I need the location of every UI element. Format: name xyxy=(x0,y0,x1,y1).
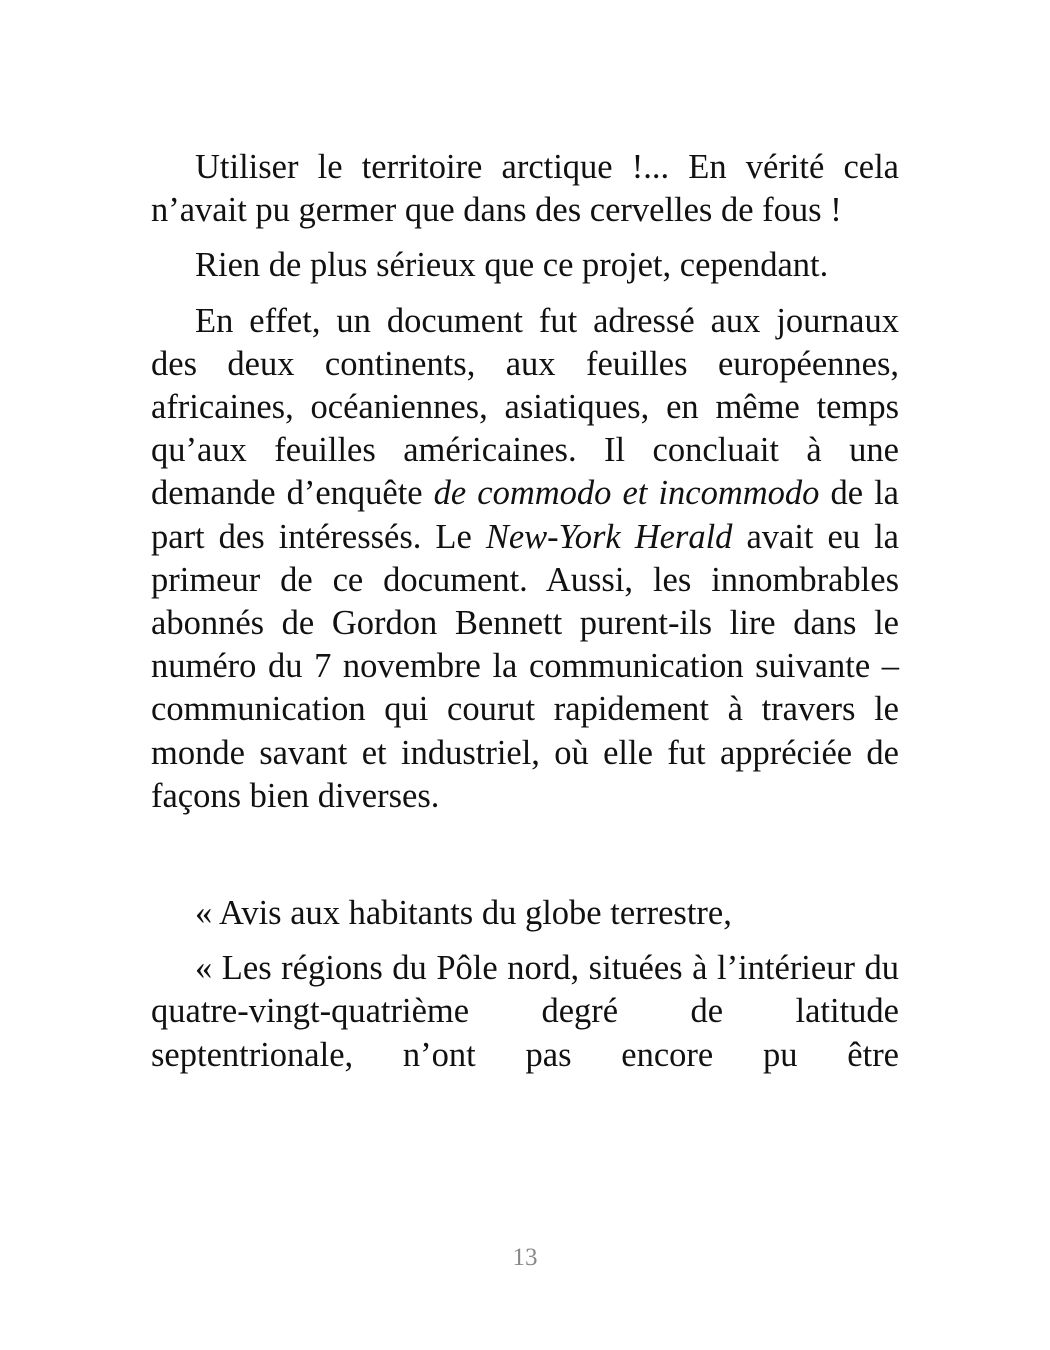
paragraph-3-newspaper-title: New-York Herald xyxy=(485,517,733,556)
page-body xyxy=(151,146,899,1077)
paragraph-1: Utiliser le territoire arctique !... En vérité cela n’avait pu germer que dans des cervelles de fous ! xyxy=(151,148,899,230)
paragraph-3-text-c: avait eu la primeur de ce document. Aussi, les innombrables abonnés de Gordon Bennett purent-ils lire dans le numéro du 7 novembre la communication suivante – communication qui courut rapidement à travers le monde savant et industriel, où elle fut appréciée de façons bien diverses. xyxy=(151,517,899,815)
paragraph-3 xyxy=(151,300,899,818)
paragraph-2: Rien de plus sérieux que ce projet, cependant. xyxy=(195,246,829,285)
paragraph-3-italic-phrase: de commodo et incommodo xyxy=(433,474,820,513)
paragraph-3-text-b: de la part des intéressés. Le xyxy=(151,474,899,556)
page-number: 13 xyxy=(512,1244,538,1271)
paragraph-4-notice-heading: « Avis aux habitants du globe terrestre, xyxy=(195,894,732,933)
paragraph-5: « Les régions du Pôle nord, situées à l’intérieur du quatre-vingt-quatrième degré de latitude septentrionale, n’ont pas encore pu être xyxy=(151,949,899,1074)
paragraph-3-text-a: En effet, un document fut adressé aux journaux des deux continents, aux feuilles européennes, africaines, océaniennes, asiatiques, en même temps qu’aux feuilles américaines. Il concluait à une demande d’enquête xyxy=(151,301,899,513)
